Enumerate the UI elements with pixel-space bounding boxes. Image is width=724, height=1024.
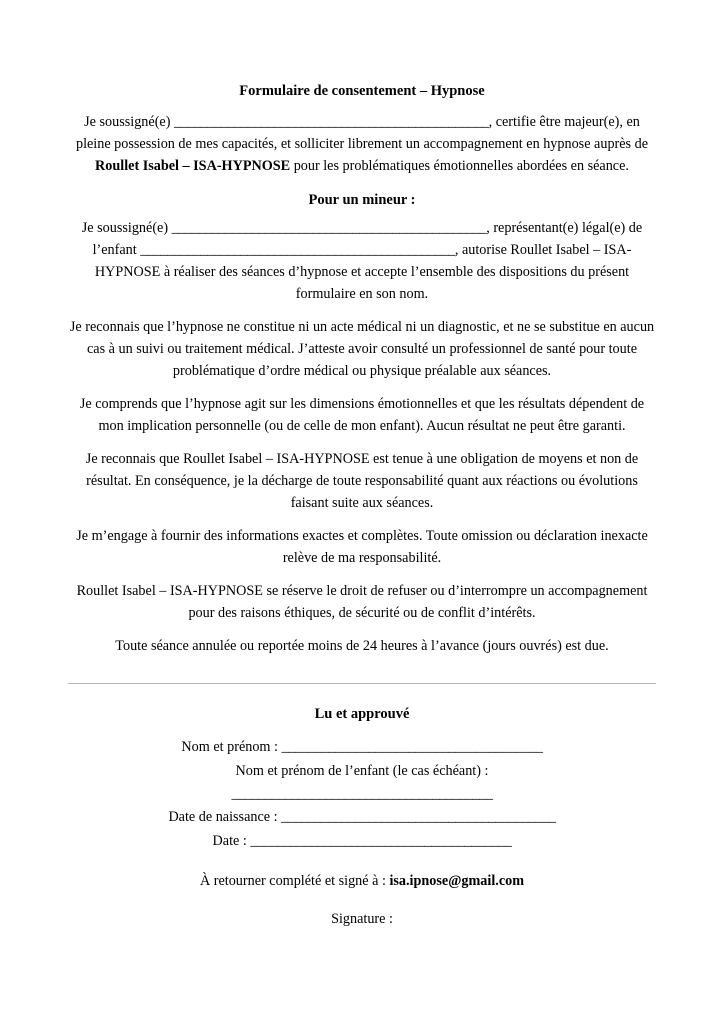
minor-lead: Je soussigné(e) (81, 220, 172, 237)
minor-mid: , représentant(e) légal(e) de l’enfant (92, 220, 643, 259)
date-input-line[interactable]: _______________________________________ (250, 833, 512, 850)
return-instruction (68, 852, 656, 892)
minor-paragraph (68, 210, 656, 305)
field-birthdate-row (68, 805, 656, 828)
intro-blank-line[interactable]: _______________________________________________ (174, 113, 489, 130)
intro-tail: pour les problématiques émotionnelles abordées en séance. (290, 157, 629, 174)
return-prefix-text: À retourner complété et signé à : (199, 873, 390, 890)
page-title: Formulaire de consentement – Hypnose (239, 83, 485, 99)
child-name-label: Nom et prénom de l’enfant (le cas échéant) : (235, 763, 489, 780)
field-date-row (68, 828, 656, 852)
clause-information: Je m’engage à fournir des informations exactes et complètes. Toute omission ou déclaration inexacte relève de ma responsabilité. (76, 528, 648, 567)
intro-after-blank: , certifie être majeur(e), en pleine possession de mes capacités, et solliciter librement un accompagnement en hypnose auprès de (75, 113, 649, 152)
date-label: Date : (212, 833, 251, 850)
clause-cancellation: Toute séance annulée ou reportée moins de 24 heures à l’avance (jours ouvrés) est due. (115, 638, 609, 655)
clause-obligation: Je reconnais que Roullet Isabel – ISA-HYPNOSE est tenue à une obligation de moyens et non de résultat. En conséquence, je la décharge de toute responsabilité quant aux réactions ou évolutions faisant suite aux séances. (85, 451, 639, 512)
name-label: Nom et prénom : (181, 739, 282, 756)
name-input-line[interactable]: _______________________________________ (281, 739, 543, 756)
field-name-row (68, 723, 656, 758)
signature-label: Signature : (331, 911, 393, 928)
signature-section-heading: Lu et approuvé (314, 706, 410, 723)
contact-email[interactable]: isa.ipnose@gmail.com (389, 873, 525, 890)
minor-section-heading: Pour un mineur : (308, 191, 416, 208)
birthdate-input-line[interactable]: _________________________________________ (281, 809, 556, 826)
minor-blank-child[interactable]: _______________________________________________ (140, 242, 455, 259)
clause-refusal: Roullet Isabel – ISA-HYPNOSE se réserve le droit de refuser ou d’interrompre un accompagnement pour des raisons éthiques, de sécurité ou de conflit d’intérêts. (76, 583, 648, 622)
minor-tail: , autorise Roullet Isabel – ISA-HYPNOSE à réaliser des séances d’hypnose et accepte l’ensemble des dispositions du présent formulaire en son nom. (94, 242, 632, 303)
intro-paragraph (68, 102, 656, 177)
clause-results: Je comprends que l’hypnose agit sur les dimensions émotionnelles et que les résultats dépendent de mon implication personnelle (ou de celle de mon enfant). Aucun résultat ne peut être garanti. (79, 396, 645, 435)
clause-medical: Je reconnais que l’hypnose ne constitue ni un acte médical ni un diagnostic, et ne se substitue en aucun cas à un suivi ou traitement médical. J’atteste avoir consulté un professionnel de santé pour toute problématique d’ordre médical ou physique préalable aux séances. (69, 319, 655, 380)
birthdate-label: Date de naissance : (168, 809, 282, 826)
child-name-input-line[interactable]: _______________________________________ (231, 786, 493, 803)
minor-blank-guardian[interactable]: _______________________________________________ (171, 220, 487, 237)
practitioner-name-intro: Roullet Isabel – ISA-HYPNOSE (95, 157, 291, 174)
intro-lead: Je soussigné(e) (84, 113, 174, 130)
